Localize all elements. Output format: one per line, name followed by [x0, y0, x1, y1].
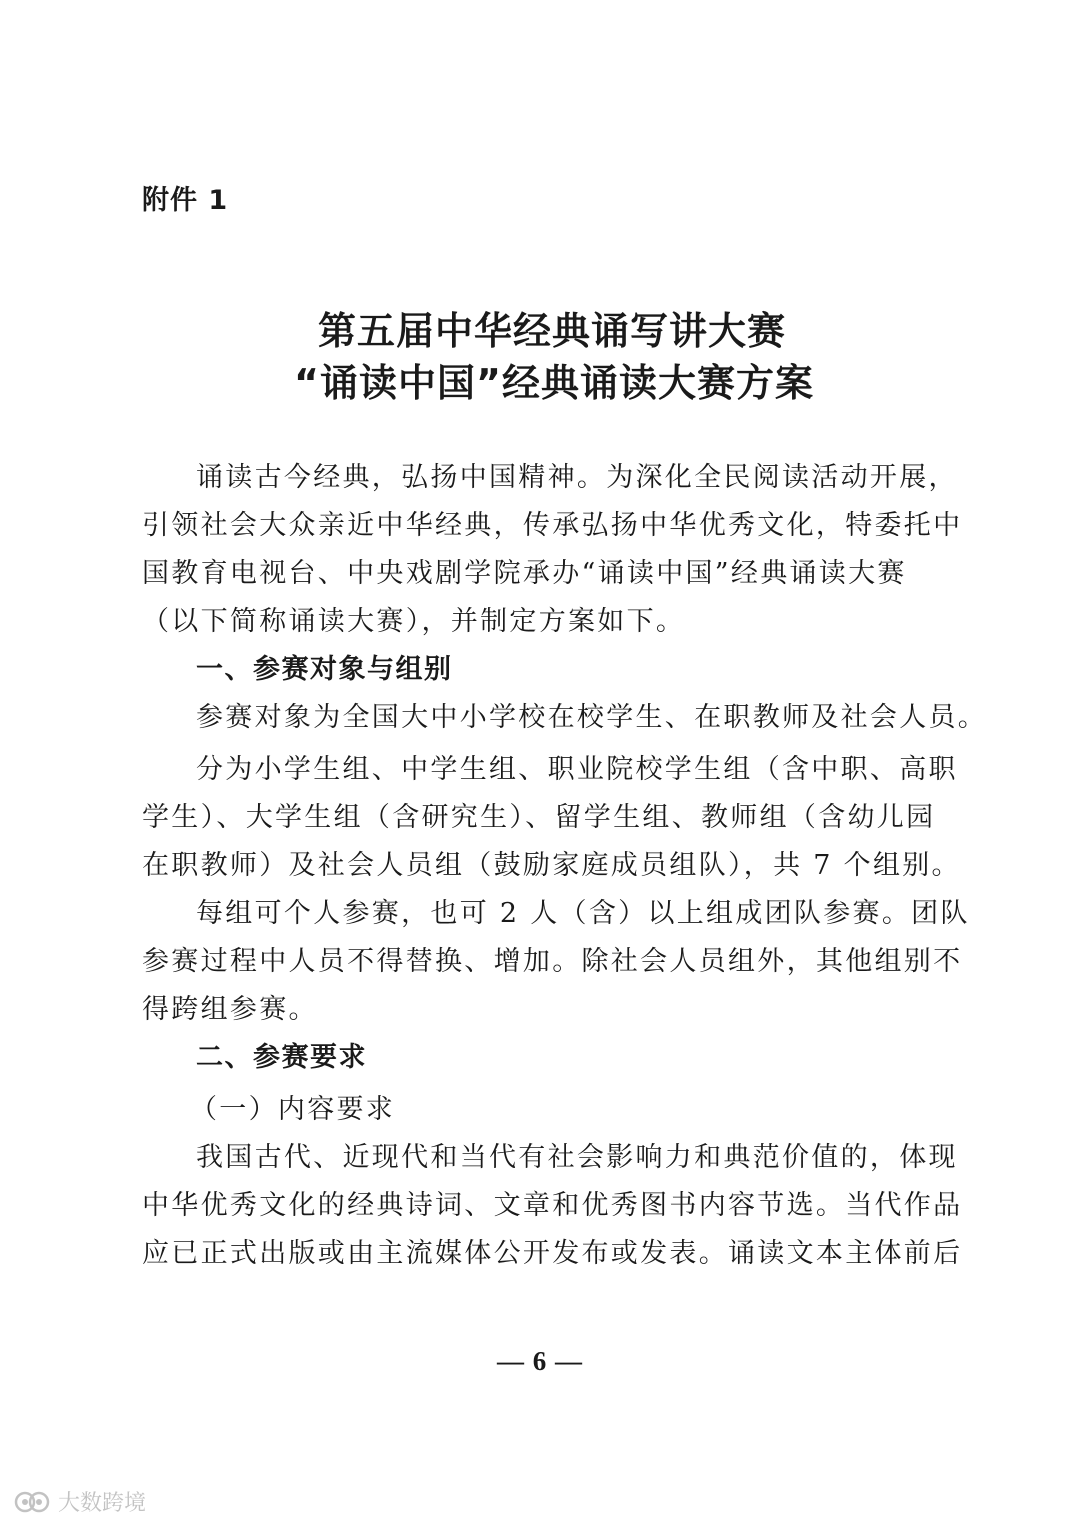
section1-p2-line-2: 学生）、大学生组（含研究生）、留学生组、教师组（含幼儿园	[142, 802, 936, 833]
attachment-label: 附件 1	[142, 185, 229, 216]
section2-p1-line-2: 中华优秀文化的经典诗词、文章和优秀图书内容节选。当代作品	[142, 1190, 963, 1221]
title-line-1: 第五届中华经典诵写讲大赛	[317, 309, 786, 353]
intro-line-3: 国教育电视台、中央戏剧学院承办“诵读中国”经典诵读大赛	[142, 558, 907, 589]
section1-p2-line-3: 在职教师）及社会人员组（鼓励家庭成员组队），共 7 个组别。	[142, 850, 961, 881]
section2-subheading-1: （一）内容要求	[190, 1094, 396, 1125]
page-number: — 6 —	[497, 1346, 583, 1376]
section1-p2-line-1: 分为小学生组、中学生组、职业院校学生组（含中职、高职	[196, 754, 958, 785]
section1-paragraph-1: 参赛对象为全国大中小学校在校学生、在职教师及社会人员。	[196, 702, 988, 733]
intro-line-4: （以下简称诵读大赛），并制定方案如下。	[142, 606, 686, 637]
intro-line-2: 引领社会大众亲近中华经典，传承弘扬中华优秀文化，特委托中	[142, 510, 963, 541]
watermark-text: 大数跨境	[58, 1491, 147, 1516]
section1-p3-line-2: 参赛过程中人员不得替换、增加。除社会人员组外，其他组别不	[142, 946, 963, 977]
watermark-logo-icon	[14, 1489, 52, 1515]
section-heading-1: 一、参赛对象与组别	[196, 654, 453, 685]
section2-p1-line-1: 我国古代、近现代和当代有社会影响力和典范价值的，体现	[196, 1142, 958, 1173]
intro-line-1: 诵读古今经典，弘扬中国精神。为深化全民阅读活动开展，	[196, 462, 958, 493]
section1-p3-line-1: 每组可个人参赛，也可 2 人（含）以上组成团队参赛。团队	[196, 898, 970, 929]
section1-p3-line-3: 得跨组参赛。	[142, 994, 318, 1025]
watermark	[14, 1486, 146, 1517]
section-heading-2: 二、参赛要求	[196, 1042, 367, 1073]
section2-p1-line-3: 应已正式出版或由主流媒体公开发布或发表。诵读文本主体前后	[142, 1238, 963, 1269]
title-line-2: “诵读中国”经典诵读大赛方案	[294, 361, 814, 405]
